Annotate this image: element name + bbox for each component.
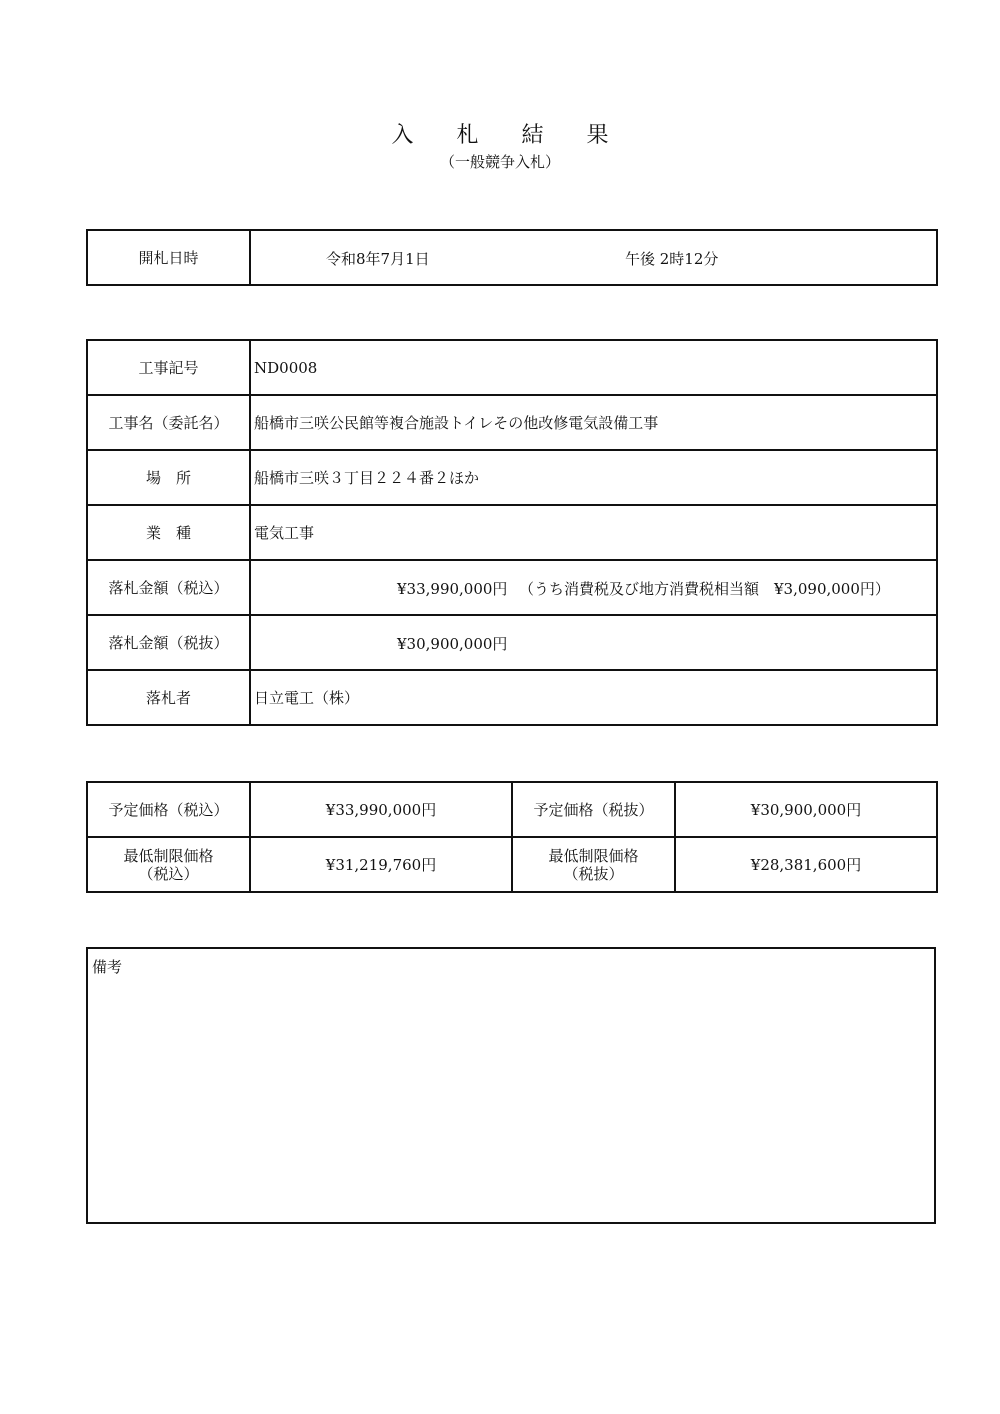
project-info-table	[86, 339, 938, 726]
info-row-location	[87, 450, 937, 505]
planned-incl-label: 予定価格（税込）	[87, 782, 250, 837]
min-excl-value: ¥28,381,600円	[675, 837, 937, 892]
location-label: 場 所	[87, 450, 250, 505]
award-excl-cell	[250, 615, 937, 670]
info-row-name	[87, 395, 937, 450]
award-tax-note: （うち消費税及び地方消費税相当額 ¥3,090,000円）	[519, 580, 890, 598]
opening-date-label: 開札日時	[87, 230, 250, 285]
award-incl-cell	[250, 560, 937, 615]
planned-incl-value: ¥33,990,000円	[250, 782, 512, 837]
planned-price-row	[87, 782, 937, 837]
min-incl-label-line2: （税込）	[138, 864, 199, 883]
winner-label: 落札者	[87, 670, 250, 725]
project-code-value: ND0008	[250, 340, 937, 395]
price-table	[86, 781, 938, 893]
min-price-row	[87, 837, 937, 892]
opening-date-table	[86, 229, 938, 286]
opening-date-value-cell	[250, 230, 937, 285]
planned-excl-value: ¥30,900,000円	[675, 782, 937, 837]
notes-label: 備考	[92, 958, 123, 976]
industry-value: 電気工事	[250, 505, 937, 560]
winner-value: 日立電工（株）	[250, 670, 937, 725]
notes-cell	[87, 948, 935, 1223]
location-value: 船橋市三咲３丁目２２４番２ほか	[250, 450, 937, 505]
award-excl-label: 落札金額（税抜）	[87, 615, 250, 670]
page-title: 入 札 結 果	[391, 123, 627, 148]
min-incl-label	[87, 837, 250, 892]
info-row-award-incl	[87, 560, 937, 615]
opening-date: 令和8年7月1日	[326, 250, 430, 268]
opening-time: 午後 2時12分	[625, 250, 719, 268]
info-row-code	[87, 340, 937, 395]
project-name-value: 船橋市三咲公民館等複合施設トイレその他改修電気設備工事	[250, 395, 937, 450]
award-incl-value: ¥33,990,000円	[397, 580, 508, 598]
opening-date-row	[87, 230, 937, 285]
info-row-industry	[87, 505, 937, 560]
notes-row	[87, 948, 935, 1223]
award-incl-label: 落札金額（税込）	[87, 560, 250, 615]
min-incl-label-line1: 最低制限価格	[123, 846, 214, 865]
notes-table	[86, 947, 936, 1224]
min-excl-label-line1: 最低制限価格	[548, 846, 639, 865]
info-row-winner	[87, 670, 937, 725]
page-subtitle: （一般競争入札）	[439, 153, 560, 171]
planned-excl-label: 予定価格（税抜）	[512, 782, 675, 837]
award-excl-value: ¥30,900,000円	[397, 635, 508, 653]
industry-label: 業 種	[87, 505, 250, 560]
min-excl-label	[512, 837, 675, 892]
min-incl-value: ¥31,219,760円	[250, 837, 512, 892]
project-name-label: 工事名（委託名）	[87, 395, 250, 450]
project-code-label: 工事記号	[87, 340, 250, 395]
info-row-award-excl	[87, 615, 937, 670]
min-excl-label-line2: （税抜）	[563, 864, 624, 883]
